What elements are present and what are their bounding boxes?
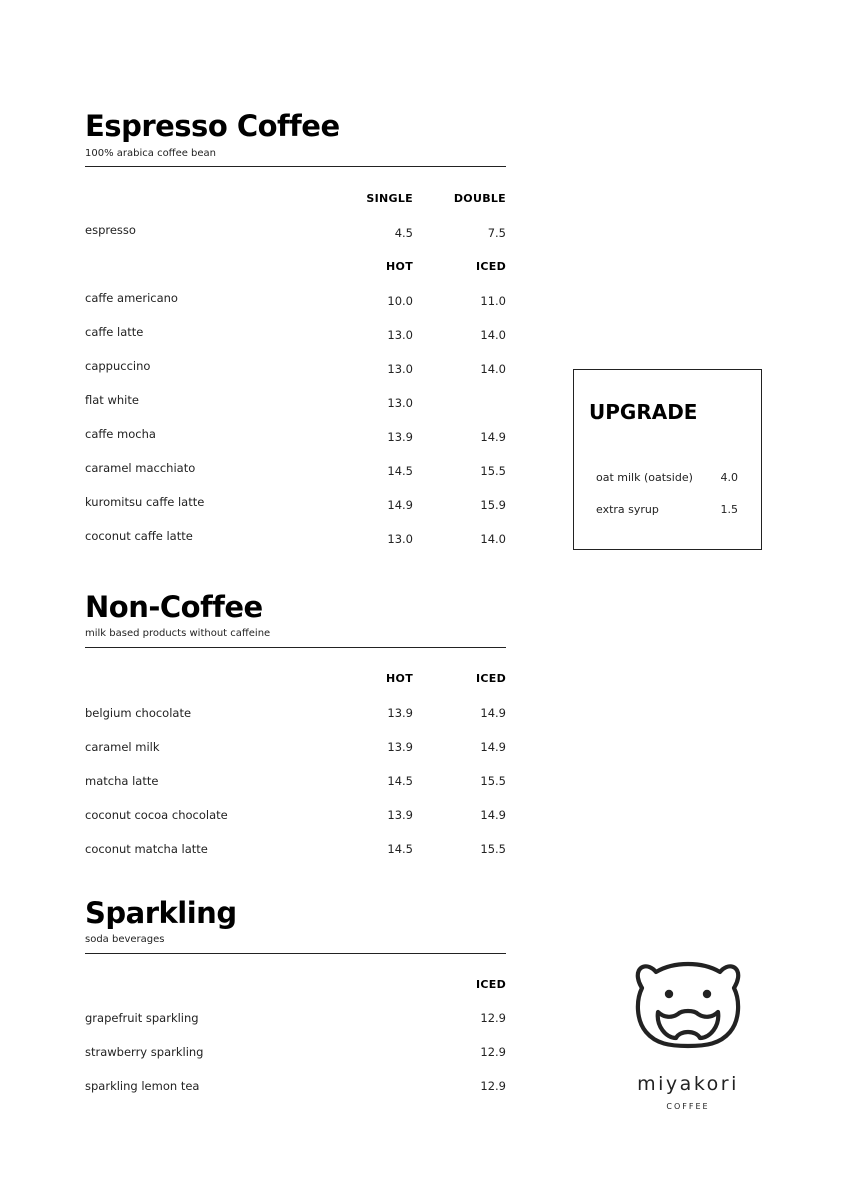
menu-item-name: caffe americano [85, 291, 178, 305]
menu-item-name: caffe latte [85, 325, 144, 339]
menu-item-price-iced: 11.0 [480, 294, 506, 308]
upgrade-item-name: oat milk (oatside) [596, 471, 693, 484]
menu-item-name: coconut cocoa chocolate [85, 808, 228, 822]
upgrade-item-price: 1.5 [720, 503, 738, 516]
espresso-title: Espresso Coffee [85, 109, 340, 143]
espresso-divider [85, 166, 506, 167]
menu-item-price-hot: 13.9 [387, 706, 413, 720]
menu-item-name: sparkling lemon tea [85, 1079, 200, 1093]
brand-logo [612, 960, 764, 1120]
menu-item-name: coconut matcha latte [85, 842, 208, 856]
upgrade-title: UPGRADE [589, 400, 698, 424]
upgrade-box [573, 369, 762, 550]
menu-item-name: coconut caffe latte [85, 529, 193, 543]
menu-item-name: caramel milk [85, 740, 160, 754]
menu-item-price-hot: 13.0 [387, 532, 413, 546]
menu-item-price-hot: 10.0 [387, 294, 413, 308]
upgrade-item-name: extra syrup [596, 503, 659, 516]
menu-item-price-hot: 14.9 [387, 498, 413, 512]
menu-item-name: belgium chocolate [85, 706, 192, 720]
menu-item-price-single: 4.5 [394, 226, 413, 240]
column-header-double: DOUBLE [453, 192, 506, 205]
upgrade-item-price: 4.0 [720, 471, 738, 484]
menu-item-name: grapefruit sparkling [85, 1011, 199, 1025]
menu-item-price-hot: 14.5 [387, 842, 413, 856]
menu-item-price-iced: 14.9 [480, 740, 506, 754]
menu-item-price-iced: 12.9 [480, 1045, 506, 1059]
column-header-hot: HOT [386, 260, 413, 273]
menu-item-price-iced: 14.0 [480, 362, 506, 376]
sparkling-subtitle: soda beverages [85, 934, 165, 945]
column-header-iced: ICED [475, 672, 506, 685]
noncoffee-divider [85, 647, 506, 648]
menu-item-price-iced: 14.0 [480, 532, 506, 546]
brand-name: miyakori [637, 1073, 739, 1095]
menu-item-price-iced: 12.9 [480, 1011, 506, 1025]
noncoffee-subtitle: milk based products without caffeine [85, 628, 271, 639]
noncoffee-title: Non-Coffee [85, 590, 263, 624]
menu-item-name: caffe mocha [85, 427, 156, 441]
menu-item-price-hot: 13.9 [387, 430, 413, 444]
menu-item-name: kuromitsu caffe latte [85, 495, 205, 509]
menu-item-price-iced: 14.9 [480, 706, 506, 720]
menu-item-price-iced: 14.9 [480, 808, 506, 822]
espresso-subtitle: 100% arabica coffee bean [85, 148, 217, 159]
sparkling-title: Sparkling [85, 896, 237, 930]
menu-item-price-hot: 14.5 [387, 464, 413, 478]
menu-item-price-hot: 13.9 [387, 808, 413, 822]
sparkling-divider [85, 953, 506, 954]
menu-item-name: cappuccino [85, 359, 151, 373]
menu-item-price-hot: 13.0 [387, 328, 413, 342]
menu-item-name: espresso [85, 223, 136, 237]
menu-item-price-iced: 15.5 [480, 774, 506, 788]
menu-item-price-iced: 15.9 [480, 498, 506, 512]
menu-item-price-hot: 14.5 [387, 774, 413, 788]
menu-item-price-hot: 13.0 [387, 396, 413, 410]
brand-tagline: COFFEE [666, 1102, 710, 1111]
menu-item-price-double: 7.5 [487, 226, 506, 240]
menu-item-price-iced: 15.5 [480, 464, 506, 478]
menu-item-price-iced: 12.9 [480, 1079, 506, 1093]
column-header-hot: HOT [386, 672, 413, 685]
column-header-single: SINGLE [366, 192, 413, 205]
menu-item-name: matcha latte [85, 774, 159, 788]
menu-item-price-iced: 14.9 [480, 430, 506, 444]
column-header-iced: ICED [475, 978, 506, 991]
menu-item-price-iced: 14.0 [480, 328, 506, 342]
column-header-iced: ICED [475, 260, 506, 273]
menu-item-price-hot: 13.0 [387, 362, 413, 376]
menu-item-name: flat white [85, 393, 139, 407]
menu-item-price-hot: 13.9 [387, 740, 413, 754]
menu-item-price-iced: 15.5 [480, 842, 506, 856]
menu-item-name: strawberry sparkling [85, 1045, 204, 1059]
bear-face-icon [634, 960, 742, 1050]
menu-item-name: caramel macchiato [85, 461, 196, 475]
